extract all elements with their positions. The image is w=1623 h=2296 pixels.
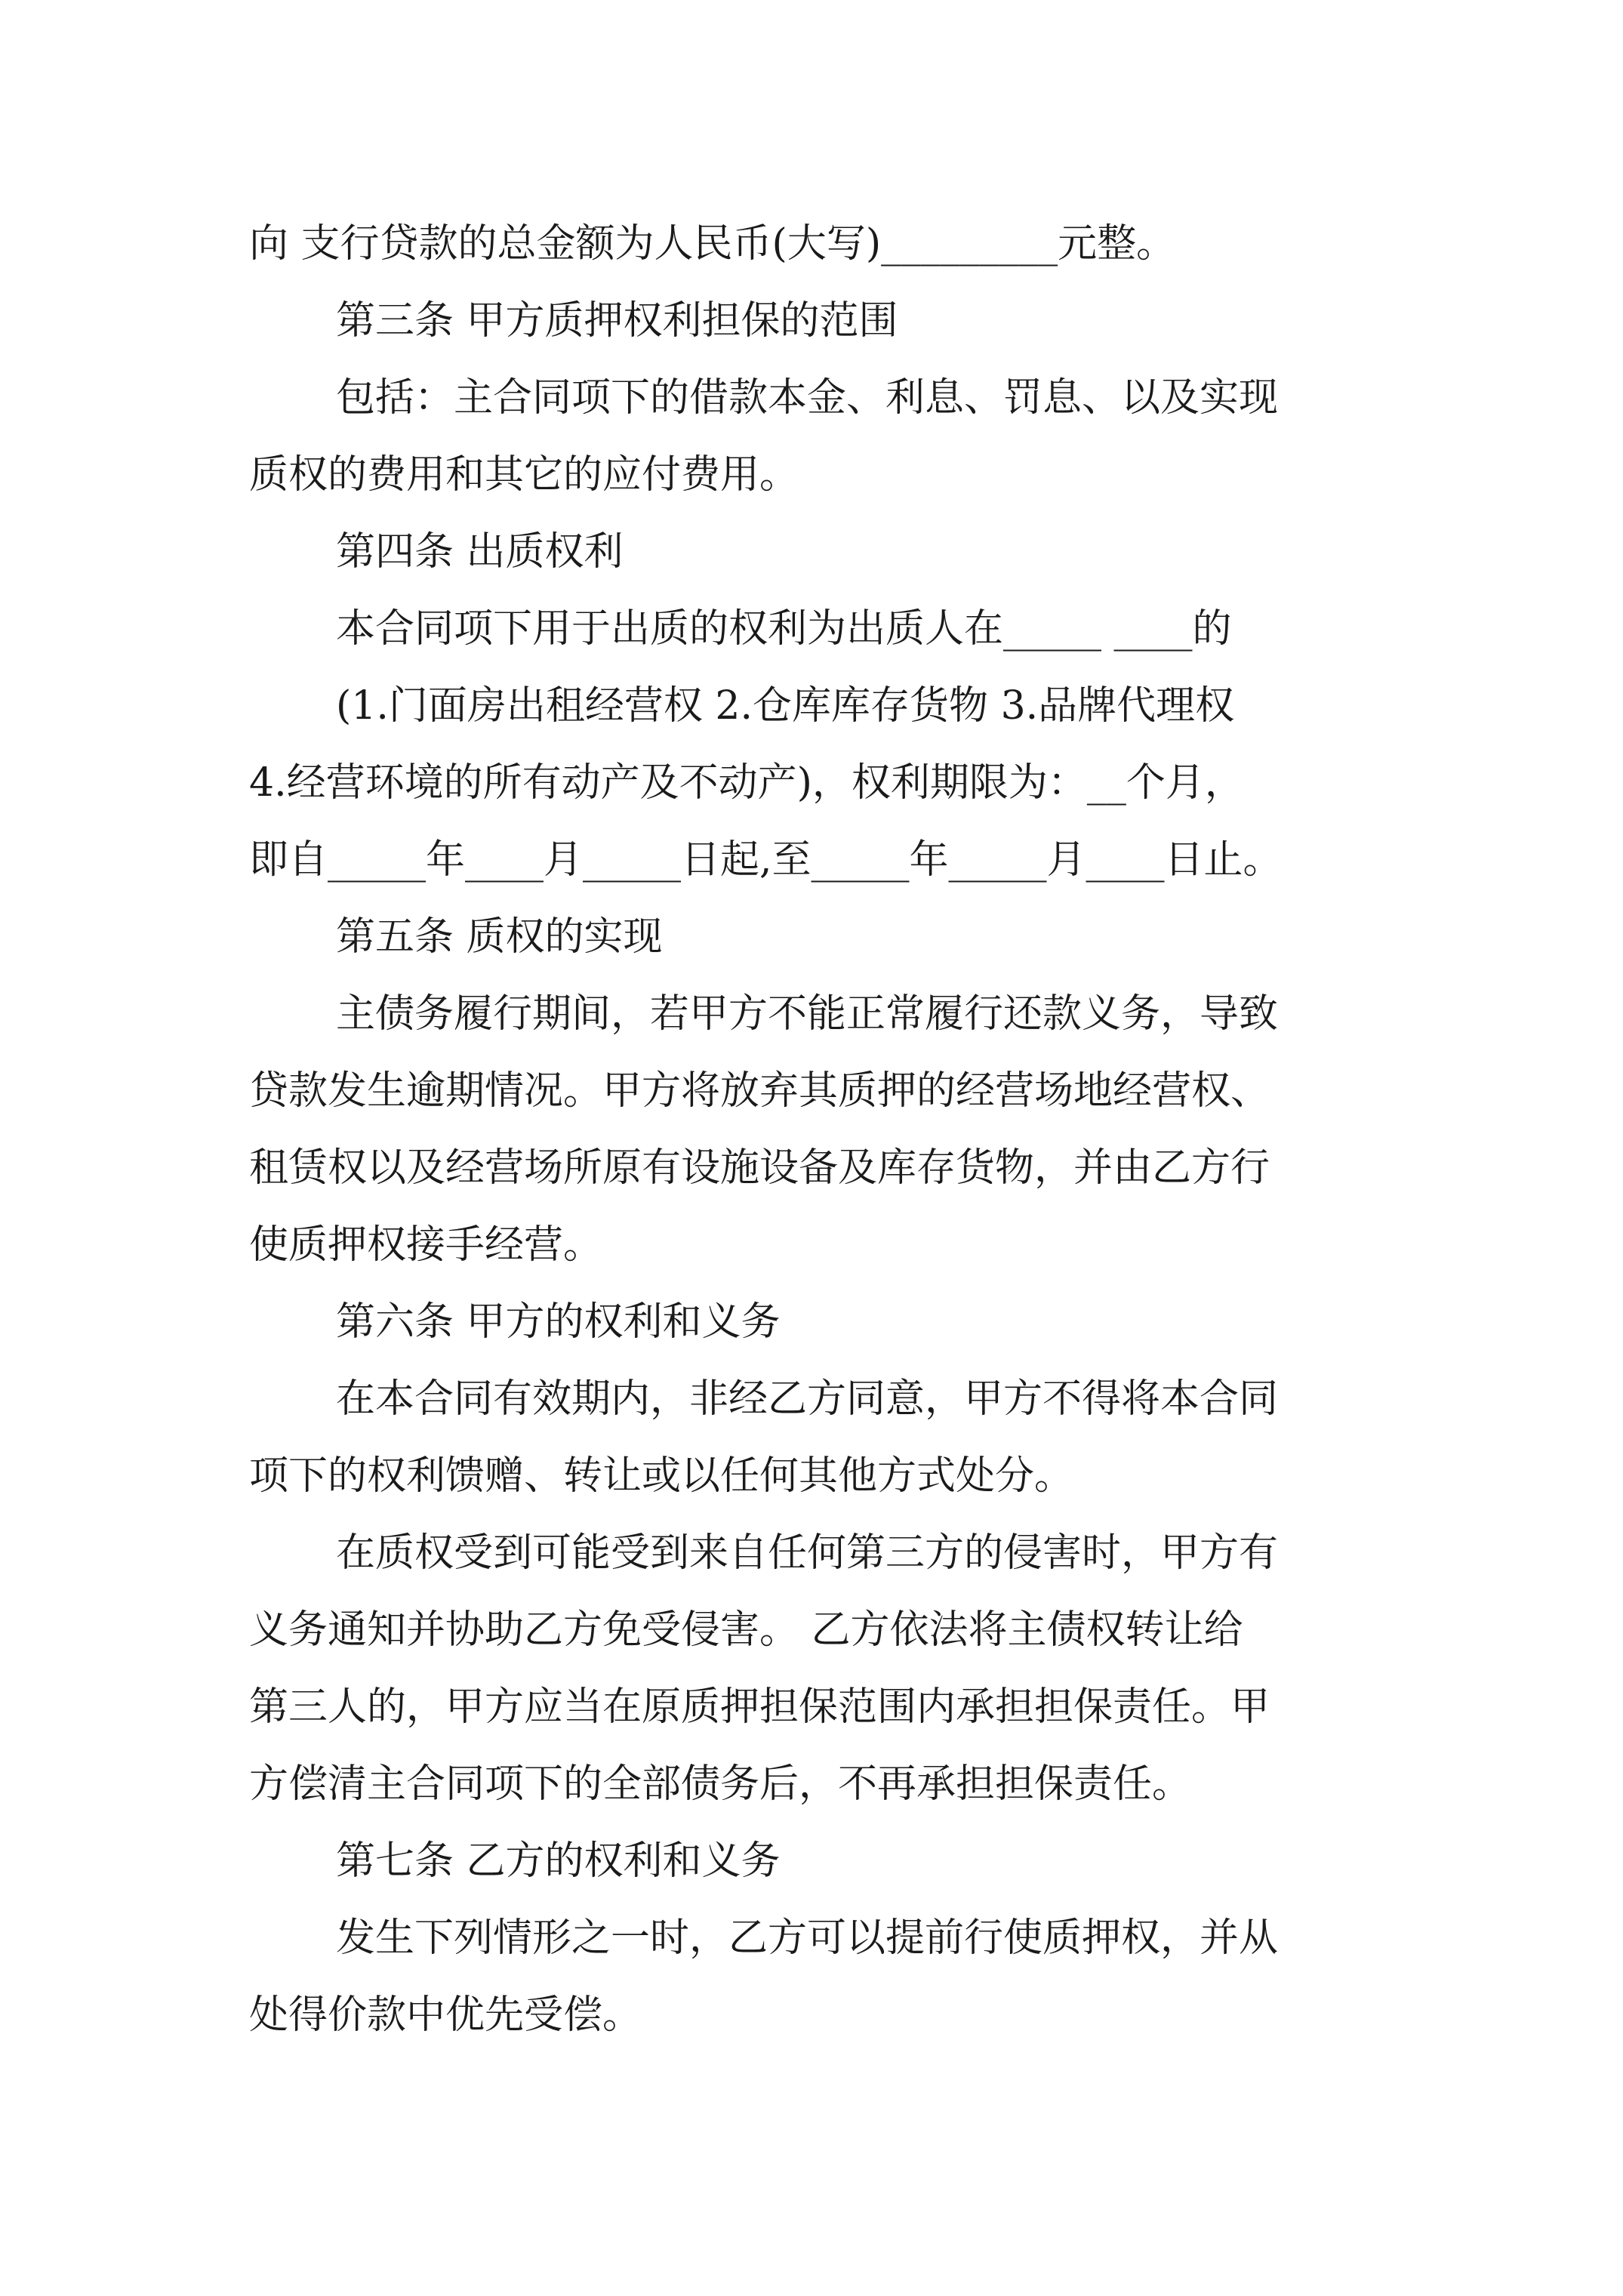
text-line-4: 质权的费用和其它的应付费用。: [249, 452, 799, 498]
text-line-9: 即自_____年____月_____日起,至_____年_____月____日止。: [249, 837, 1283, 883]
text-line-13: 租赁权以及经营场所原有设施设备及库存货物，并由乙方行: [249, 1145, 1270, 1191]
text-line-1: 向 支行贷款的总金额为人民币(大写)_________元整。: [249, 221, 1176, 267]
text-line-14: 使质押权接手经营。: [249, 1222, 603, 1268]
text-line-6: 本合同项下用于出质的权利为出质人在_____ ____的: [336, 606, 1232, 652]
text-line-18: 在质权受到可能受到来自任何第三方的侵害时，甲方有: [336, 1530, 1279, 1576]
section-heading-4: 第四条 出质权利: [336, 529, 624, 575]
text-line-24: 处得价款中优先受偿。: [249, 1992, 642, 2038]
section-heading-3: 第三条 甲方质押权利担保的范围: [336, 298, 898, 344]
text-line-17: 项下的权利馈赠、转让或以任何其他方式处分。: [249, 1453, 1074, 1499]
text-line-7: (1.门面房出租经营权 2.仓库库存货物 3.品牌代理权: [336, 683, 1235, 729]
text-line-3: 包括：主合同项下的借款本金、利息、罚息、以及实现: [336, 375, 1279, 421]
text-line-12: 贷款发生逾期情况。甲方将放弃其质押的经营场地经营权、: [249, 1068, 1270, 1114]
section-heading-6: 第六条 甲方的权利和义务: [336, 1299, 781, 1345]
text-line-16: 在本合同有效期内，非经乙方同意，甲方不得将本合同: [336, 1376, 1279, 1422]
section-heading-7: 第七条 乙方的权利和义务: [336, 1838, 781, 1884]
text-line-20: 第三人的，甲方应当在原质押担保范围内承担担保责任。甲: [249, 1684, 1270, 1730]
section-heading-5: 第五条 质权的实现: [336, 914, 663, 960]
text-line-19: 义务通知并协助乙方免受侵害。 乙方依法将主债权转让给: [249, 1607, 1243, 1653]
text-line-11: 主债务履行期间，若甲方不能正常履行还款义务，导致: [336, 991, 1279, 1037]
text-line-21: 方偿清主合同项下的全部债务后，不再承担担保责任。: [249, 1761, 1192, 1807]
text-line-23: 发生下列情形之一时，乙方可以提前行使质押权，并从: [336, 1915, 1279, 1961]
text-line-8: 4.经营环境的所有动产及不动产)，权利期限为：__个月，: [249, 760, 1244, 806]
